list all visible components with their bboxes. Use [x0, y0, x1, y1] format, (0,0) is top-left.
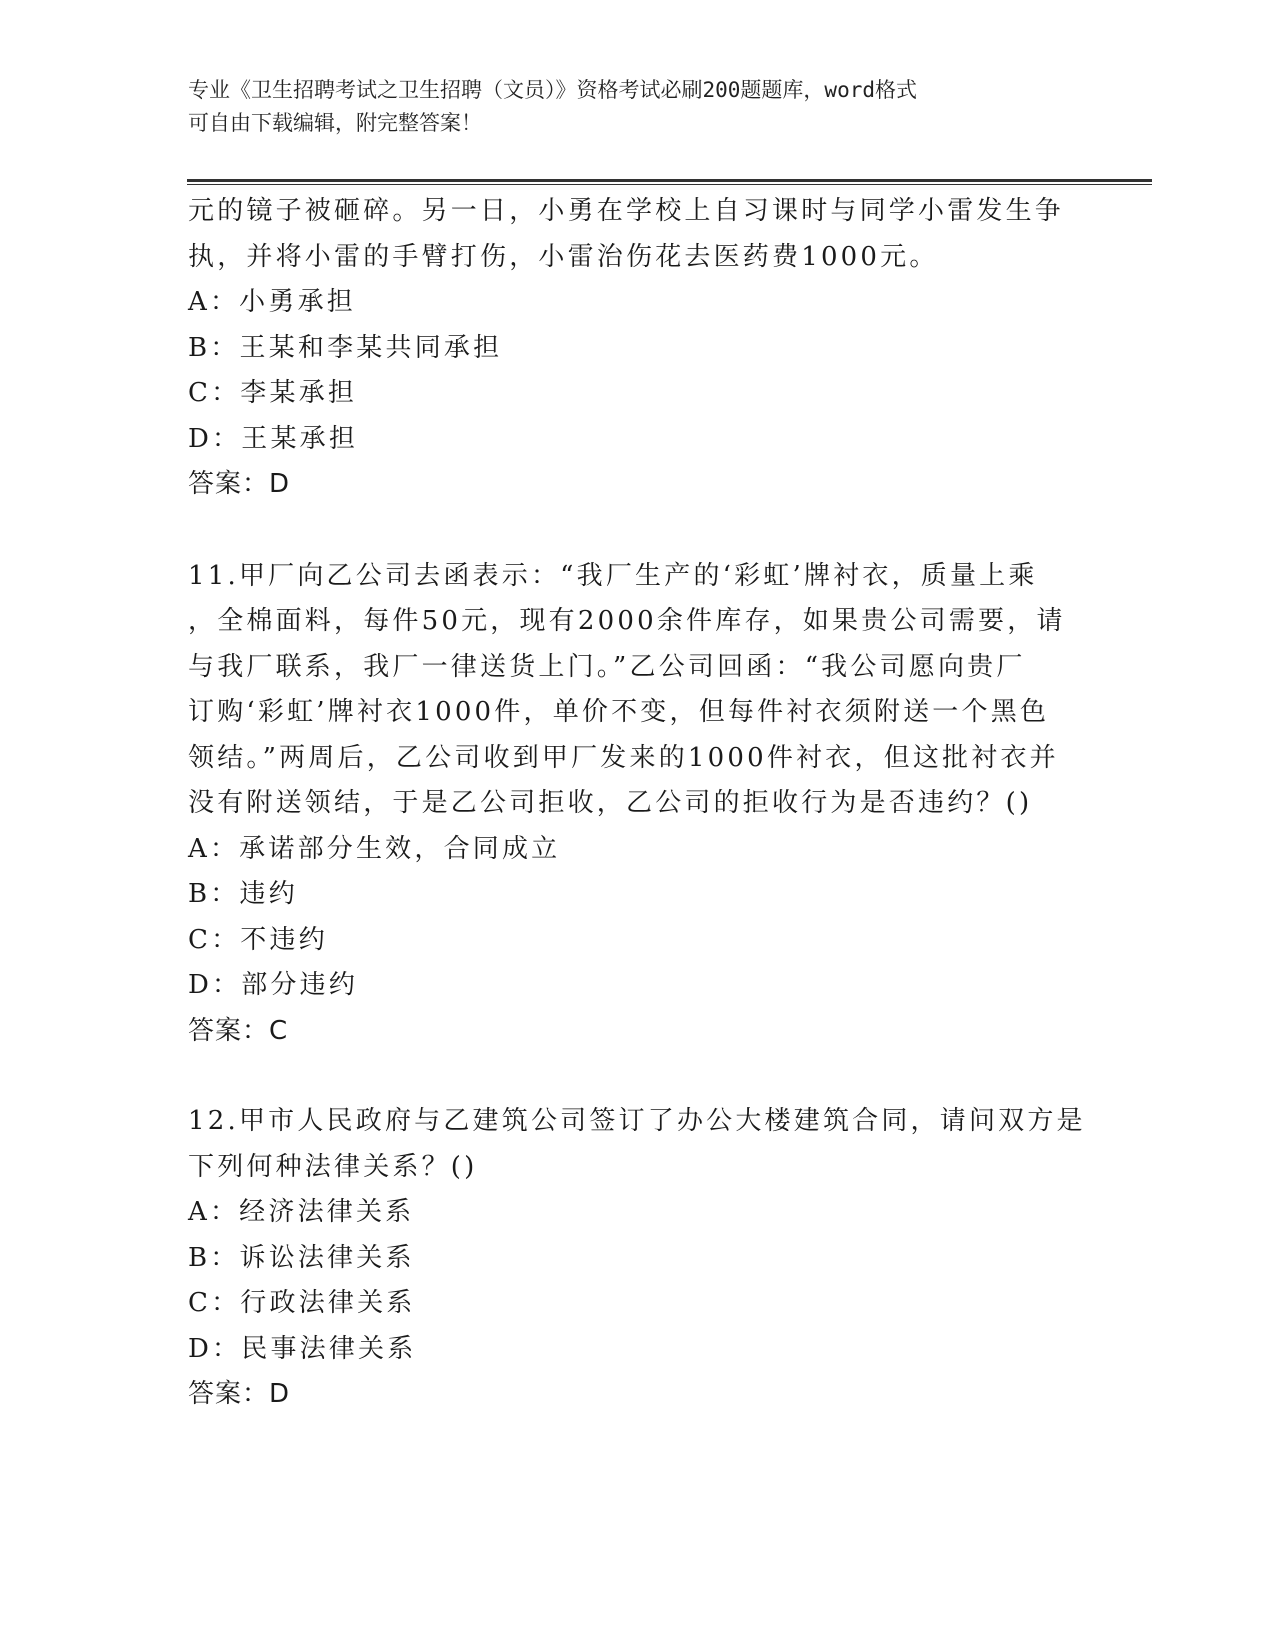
option-d: D：王某承担	[188, 423, 359, 454]
question-text-line: 领结。”两周后，乙公司收到甲厂发来的1000件衬衣，但这批衬衣并	[188, 742, 1059, 773]
option-b: B：诉讼法律关系	[188, 1242, 415, 1273]
question-text-line: 元的镜子被砸碎。另一日，小勇在学校上自习课时与同学小雷发生争	[188, 196, 1065, 226]
header-title-line-1: 专业《卫生招聘考试之卫生招聘（文员）》资格考试必刷200题题库，word格式	[188, 78, 917, 102]
header-title-line-2: 可自由下载编辑，附完整答案！	[188, 111, 482, 135]
question-text-line: ，全棉面料，每件50元，现有2000余件库存，如果贵公司需要，请	[188, 606, 1066, 636]
option-a: A：小勇承担	[188, 287, 356, 317]
option-c: C：不违约	[188, 924, 328, 955]
question-block-10	[188, 189, 1088, 508]
answer-line: 答案：D	[188, 469, 291, 499]
answer-line: 答案：D	[188, 1379, 291, 1409]
option-a: A：经济法律关系	[188, 1197, 415, 1227]
option-d: D：部分违约	[188, 970, 359, 1000]
question-text-line: 执，并将小雷的手臂打伤，小雷治伤花去医药费1000元。	[188, 241, 939, 272]
option-a: A：承诺部分生效，合同成立	[188, 833, 561, 864]
question-text-line: 订购‘彩虹’牌衬衣1000件，单价不变，但每件衬衣须附送一个黑色	[188, 697, 1050, 727]
header-divider-thin	[187, 184, 1152, 185]
answer-line: 答案：C	[188, 1015, 289, 1046]
question-text-line: 与我厂联系，我厂一律送货上门。”乙公司回函：“我公司愿向贵厂	[188, 651, 1026, 682]
question-text-line: 12.甲市人民政府与乙建筑公司签订了办公大楼建筑合同，请问双方是	[188, 1106, 1086, 1136]
option-c: C：行政法律关系	[188, 1288, 416, 1318]
option-b: B：王某和李某共同承担	[188, 332, 503, 363]
question-text-line: 11.甲厂向乙公司去函表示：“我厂生产的‘彩虹’牌衬衣，质量上乘	[188, 560, 1038, 591]
option-b: B：违约	[188, 879, 298, 909]
question-text-line: 没有附送领结，于是乙公司拒收，乙公司的拒收行为是否违约？()	[188, 788, 1033, 818]
option-d: D：民事法律关系	[188, 1333, 417, 1364]
question-list	[188, 189, 1088, 1418]
option-c: C：李某承担	[188, 378, 358, 408]
question-block-11	[188, 554, 1088, 1055]
question-block-12	[188, 1099, 1088, 1418]
document-header	[188, 74, 1088, 140]
header-divider-thick	[187, 179, 1152, 182]
question-text-line: 下列何种法律关系？()	[188, 1151, 478, 1182]
